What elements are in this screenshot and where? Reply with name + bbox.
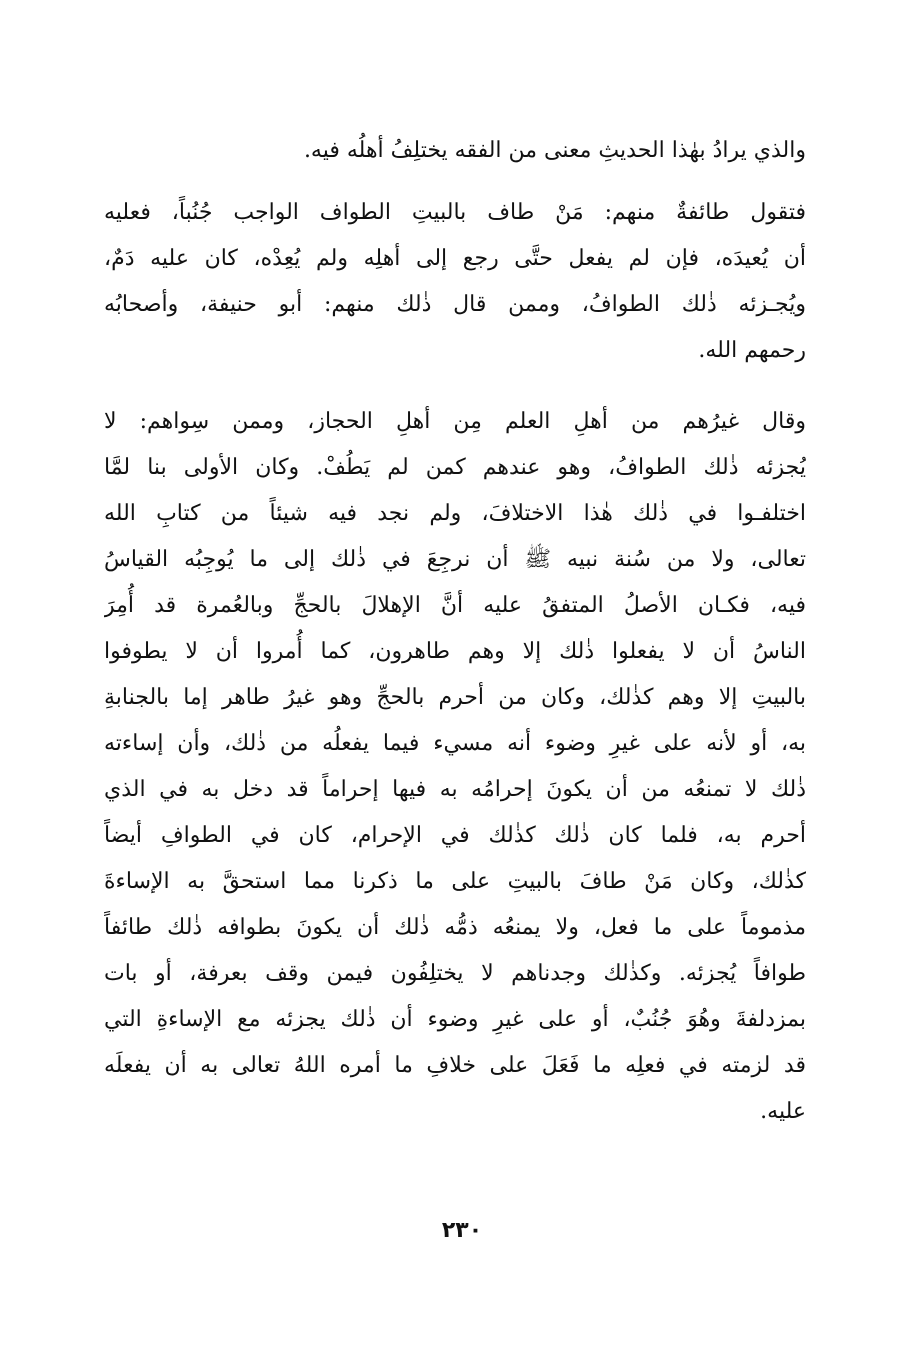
text-line: ذٰلك لا تمنعُه من أن يكونَ إحرامُه به فيها إحراماً قد دخل به في الذي bbox=[104, 777, 806, 802]
text-line: يُجزئه ذٰلك الطوافُ، وهو عندهم كمن لم يَطُفْ. وكان الأولى بنا لمَّا bbox=[104, 455, 806, 480]
paragraph-second-opinion bbox=[104, 399, 806, 1135]
text-line: فتقول طائفةٌ منهم: مَنْ طاف بالبيتِ الطواف الواجب جُنُباً، فعليه bbox=[104, 200, 806, 225]
text-line: وقال غيرُهم من أهلِ العلم مِن أهلِ الحجاز، وممن سِواهم: لا bbox=[104, 409, 806, 434]
text-line: مذموماً على ما فعل، ولا يمنعُه ذمُّه ذٰلك أن يكونَ بطوافه ذٰلك طائفاً bbox=[104, 915, 806, 940]
text-line: كذٰلك، وكان مَنْ طافَ بالبيتِ على ما ذكرنا مما استحقَّ به الإساءةَ bbox=[104, 869, 806, 894]
text-line: أحرم به، فلما كان ذٰلك كذٰلك في الإحرام، كان في الطوافِ أيضاً bbox=[104, 823, 806, 848]
page-number: ٢٣٠ bbox=[441, 1218, 483, 1243]
text-line: تعالى، ولا من سُنة نبيه ﷺ أن نرجِعَ في ذٰلك إلى ما يُوجِبُه القياسُ bbox=[104, 547, 806, 572]
text-line: طوافاً يُجزئه. وكذٰلك وجدناهم لا يختلِفُون فيمن وقف بعرفة، أو بات bbox=[104, 961, 806, 986]
text-line: بالبيتِ إلا وهم كذٰلك، وكان من أحرم بالحجِّ وهو غيرُ طاهر إما بالجنابةِ bbox=[104, 685, 806, 710]
text-line: به، أو لأنه على غيرِ وضوء أنه مسيء فيما يفعلُه من ذٰلك، وأن إساءته bbox=[104, 731, 806, 756]
text-line: والذي يرادُ بهٰذا الحديثِ معنى من الفقه يختلِفُ أهلُه فيه. bbox=[303, 138, 806, 163]
text-line: رحمهم الله. bbox=[698, 338, 806, 363]
paragraph-intro bbox=[104, 128, 806, 174]
text-line: أن يُعيدَه، فإن لم يفعل حتَّى رجع إلى أهلِه ولم يُعِدْه، كان عليه دَمٌ، bbox=[104, 246, 806, 271]
text-line: ويُجـزئه ذٰلك الطوافُ، وممن قال ذٰلك منهم: أبو حنيفة، وأصحابُه bbox=[104, 292, 806, 317]
text-line: بمزدلفةَ وهُوَ جُنُبٌ، أو على غيرِ وضوء أن ذٰلك يجزئه مع الإساءةِ التي bbox=[104, 1007, 806, 1032]
text-line: الناسُ أن لا يفعلوا ذٰلك إلا وهم طاهرون، كما أُمروا أن لا يطوفوا bbox=[104, 639, 806, 664]
paragraph-first-opinion bbox=[104, 190, 806, 374]
text-line: اختلفـوا في ذٰلك هٰذا الاختلافَ، ولم نجد فيه شيئاً من كتابِ الله bbox=[104, 501, 806, 526]
text-line: فيه، فكـان الأصلُ المتفقُ عليه أنَّ الإهلالَ بالحجِّ وبالعُمرة قد أُمِرَ bbox=[104, 593, 806, 618]
text-line: عليه. bbox=[760, 1099, 806, 1124]
text-line: قد لزمته في فعلِه ما فَعَلَ على خلافِ ما أمره اللهُ تعالى به أن يفعلَه bbox=[104, 1053, 806, 1078]
